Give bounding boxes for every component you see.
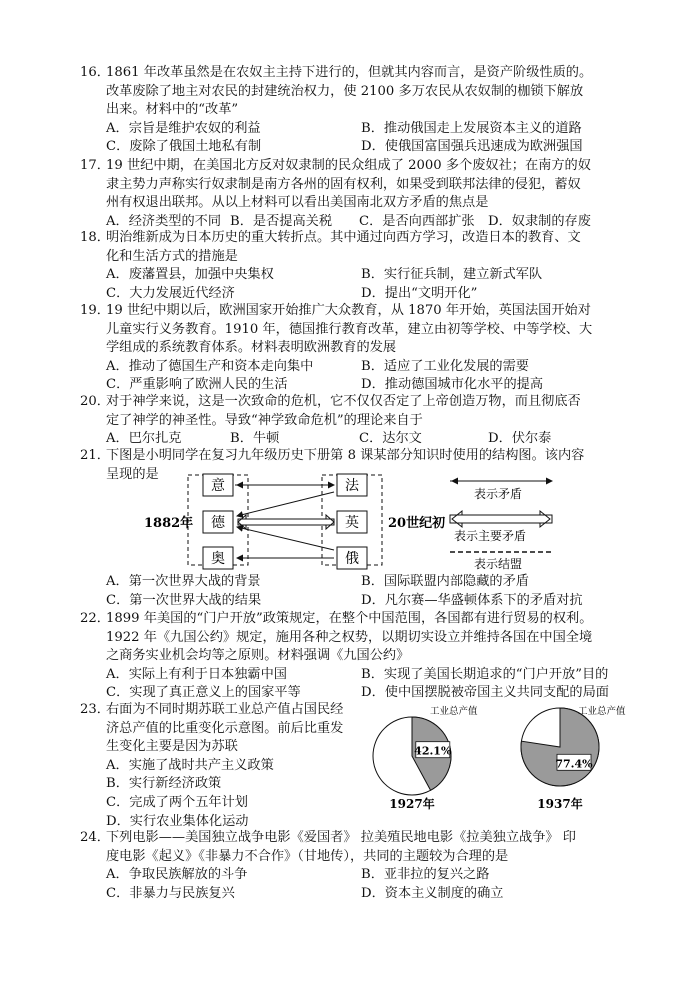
- year-label-left: 1882年: [144, 516, 194, 531]
- question-text: 1922 年《九国公约》规定，施用各种之权势，以期切实设立并维持各国在中国全境: [106, 629, 593, 645]
- option-a[interactable]: A．巴尔扎克: [106, 431, 182, 447]
- question-number: 20．: [80, 394, 110, 409]
- conflict-arrow: [237, 527, 334, 550]
- question-number: 17．: [80, 158, 110, 173]
- country-label: 奥: [211, 551, 225, 567]
- question-text: 对于神学来说，这是一次致命的危机，它不仅仅否定了上帝创造万物，而且彻底否: [106, 394, 581, 409]
- question-number: 16．: [80, 65, 110, 80]
- option-a[interactable]: A．推动了德国生产和资本走向集中: [106, 358, 314, 374]
- question-23: [80, 701, 380, 831]
- question-text: 生变化主要是因为苏联: [106, 739, 238, 755]
- question-18: [80, 229, 620, 303]
- country-label: 英: [345, 515, 359, 531]
- option-a[interactable]: A．争取民族解放的斗争: [106, 867, 248, 883]
- question-text: 隶主势力声称实行奴隶制是南方各州的固有权利，如果受到联邦法律的侵犯，蓄奴: [106, 176, 581, 192]
- option-b[interactable]: B．实现了美国长期追求的“门户开放”目的: [361, 666, 609, 682]
- option-c[interactable]: C．实现了真正意义上的国家平等: [106, 685, 301, 701]
- question-text: 1899 年美国的“门户开放”政策规定，在整个中国范围，各国都有进行贸易的权利。: [106, 611, 593, 626]
- option-d[interactable]: D．使俄国富国强兵迅速成为欧洲强国: [361, 139, 583, 155]
- question-text: 学组成的系统教育体系。材料表明欧洲教育的发展: [106, 340, 397, 356]
- legend-label: 表示主要矛盾: [454, 529, 527, 543]
- question-text: 19 世纪中期以后，欧洲国家开始推广大众教育，从 1870 年开始，英国法国开始对: [106, 303, 591, 318]
- option-b[interactable]: B．适应了工业化发展的需要: [361, 358, 529, 374]
- option-d[interactable]: D．资本主义制度的确立: [361, 885, 504, 901]
- option-b[interactable]: B．牛顿: [230, 431, 280, 447]
- legend-label: 表示结盟: [474, 557, 523, 571]
- option-a[interactable]: A．废藩置县，加强中央集权: [106, 267, 274, 283]
- legend-label: 表示矛盾: [474, 487, 523, 501]
- option-d[interactable]: D．使中国摆脱被帝国主义共同支配的局面: [361, 685, 609, 701]
- question-text: 之商务实业机会均等之原则。材料强调《九国公约》: [106, 648, 410, 664]
- option-b[interactable]: B．实行征兵制，建立新式军队: [361, 267, 543, 283]
- question-text: 下列电影——美国独立战争电影《爱国者》 拉美殖民地电影《拉美独立战争》 印: [106, 830, 576, 845]
- country-label: 法: [345, 478, 359, 494]
- pie-value-label: 42.1%: [414, 744, 452, 758]
- option-b[interactable]: B．亚非拉的复兴之路: [361, 867, 490, 883]
- industry-share-pie-charts: [374, 700, 626, 811]
- pie-slice-label: 工业总产值: [578, 706, 626, 717]
- country-label: 德: [211, 515, 225, 531]
- question-text: 化和生活方式的措施是: [106, 248, 238, 264]
- pie-slice-label: 工业总产值: [430, 706, 478, 717]
- question-text: 定了神学的神圣性。导致“神学致命危机”的理论来自于: [106, 412, 423, 428]
- main-conflict-arrow: [238, 515, 334, 529]
- country-label: 俄: [345, 551, 359, 567]
- option-d[interactable]: D．伏尔泰: [488, 431, 552, 447]
- option-d[interactable]: D．凡尔赛—华盛顿体系下的矛盾对抗: [361, 592, 583, 608]
- option-c[interactable]: C．严重影响了欧洲人民的生活: [106, 377, 288, 393]
- question-17: [80, 157, 620, 231]
- option-c[interactable]: C．第一次世界大战的结果: [106, 592, 262, 608]
- option-b[interactable]: B．国际联盟内部隐藏的矛盾: [361, 574, 529, 589]
- question-24: [80, 829, 620, 903]
- question-text: 济总产值的比重变化示意图。前后比重发: [106, 720, 344, 736]
- pie-year-label: 1937年: [537, 797, 583, 811]
- pie-year-label: 1927年: [389, 797, 435, 811]
- option-a[interactable]: A．实施了战时共产主义政策: [106, 757, 274, 773]
- pie-value-label: 77.4%: [555, 757, 593, 771]
- option-a[interactable]: A．第一次世界大战的背景: [106, 574, 261, 589]
- option-c[interactable]: C．是否向西部扩张: [359, 213, 475, 229]
- question-number: 19．: [80, 303, 110, 318]
- option-c[interactable]: C．非暴力与民族复兴: [106, 885, 235, 901]
- question-text: 19 世纪中期，在美国北方反对奴隶制的民众组成了 2000 多个废奴社；在南方的奴: [106, 158, 591, 173]
- question-16: [80, 64, 620, 157]
- question-text: 呈现的是: [106, 466, 159, 482]
- alliance-diagram: [140, 470, 560, 570]
- question-text: 度电影《起义》《非暴力不合作》（甘地传），共同的主题较为合理的是: [106, 848, 509, 864]
- legend-main-conflict-arrow: [450, 511, 550, 527]
- question-text: 出来。材料中的“改革”: [106, 102, 239, 118]
- question-text: 州有权退出联邦。从以上材料可以看出美国南北双方矛盾的焦点是: [106, 195, 489, 211]
- country-label: 意: [211, 478, 225, 494]
- question-text: 下图是小明同学在复习九年级历史下册第 8 课某部分知识时使用的结构图。该内容: [106, 448, 585, 463]
- option-b[interactable]: B．实行新经济政策: [106, 776, 222, 792]
- question-22: [80, 610, 620, 703]
- question-text: 右面为不同时期苏联工业总产值占国民经: [106, 702, 344, 717]
- question-number: 18．: [80, 230, 110, 245]
- question-20: [80, 393, 620, 449]
- question-number: 23．: [80, 702, 110, 717]
- option-a[interactable]: A．实际上有利于日本独霸中国: [106, 666, 287, 682]
- question-text: 明治维新成为日本历史的重大转折点。其中通过向西方学习，改造日本的教育、文: [106, 230, 581, 245]
- question-number: 22．: [80, 611, 110, 626]
- question-text: 儿童实行义务教育。1910 年，德国推行教育改革，建立由初等学校、中等学校、大: [106, 321, 593, 337]
- question-number: 24．: [80, 830, 110, 845]
- year-label-right: 20世纪初: [388, 516, 446, 531]
- option-b[interactable]: B．是否提高关税: [230, 213, 333, 229]
- conflict-arrow: [237, 492, 334, 516]
- option-c[interactable]: C．完成了两个五年计划: [106, 794, 248, 810]
- option-b[interactable]: B．推动俄国走上发展资本主义的道路: [361, 120, 582, 136]
- question-number: 21．: [80, 448, 110, 463]
- question-21-options: [80, 573, 620, 610]
- option-a[interactable]: A．经济类型的不同: [106, 213, 222, 229]
- option-d[interactable]: D．推动德国城市化水平的提高: [361, 377, 544, 393]
- question-19: [80, 302, 620, 395]
- option-d[interactable]: D．奴隶制的存废: [488, 213, 591, 229]
- option-d[interactable]: D．实行农业集体化运动: [106, 813, 249, 829]
- option-c[interactable]: C．大力发展近代经济: [106, 285, 235, 301]
- option-c[interactable]: C．废除了俄国土地私有制: [106, 139, 262, 155]
- option-a[interactable]: A．宗旨是维护农奴的利益: [106, 120, 261, 136]
- option-c[interactable]: C．达尔文: [359, 431, 422, 447]
- question-text: 1861 年改革虽然是在农奴主主持下进行的，但就其内容而言，是资产阶级性质的。: [106, 65, 593, 80]
- question-text: 改革废除了地主对农民的封建统治权力，使 2100 多万农民从农奴制的枷锁下解放: [106, 83, 584, 99]
- option-d[interactable]: D．提出“文明开化”: [361, 285, 478, 301]
